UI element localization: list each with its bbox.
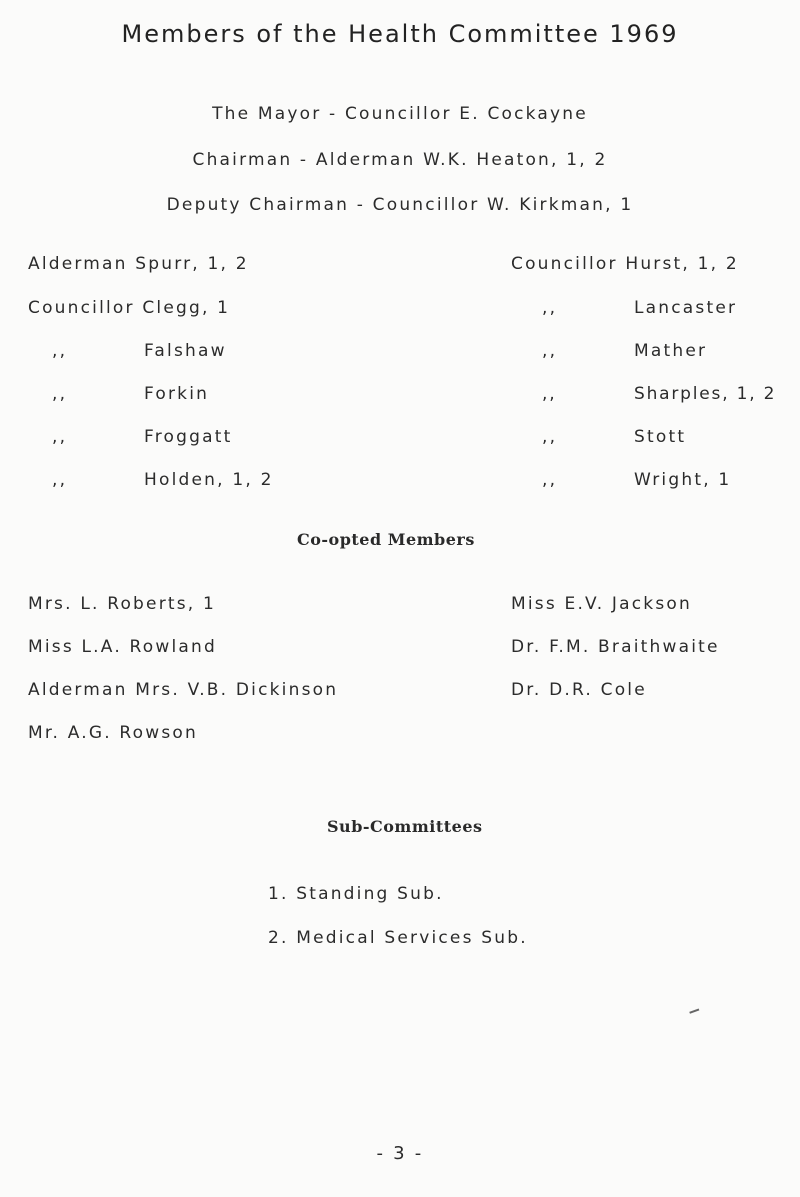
member-left-5 (50, 427, 233, 447)
coopted-left-3: Alderman Mrs. V.B. Dickinson (28, 680, 339, 700)
ditto-mark: ,, (52, 470, 68, 490)
member-left-2: Councillor Clegg, 1 (28, 298, 231, 318)
subcommittee-1: 1. Standing Sub. (268, 884, 444, 904)
member-right-1: Councillor Hurst, 1, 2 (511, 254, 739, 274)
stray-mark (689, 1008, 700, 1017)
member-name: Sharples, 1, 2 (634, 384, 777, 404)
member-name: Froggatt (144, 427, 233, 447)
member-name: Falshaw (144, 341, 227, 361)
ditto-mark: ,, (542, 427, 558, 447)
chairman-line: Chairman - Alderman W.K. Heaton, 1, 2 (192, 150, 608, 170)
subcommittee-2: 2. Medical Services Sub. (268, 928, 528, 948)
member-name: Forkin (144, 384, 210, 404)
ditto-mark: ,, (52, 384, 68, 404)
member-name: Wright, 1 (634, 470, 732, 490)
member-left-4 (50, 384, 209, 404)
member-left-6 (50, 470, 274, 490)
ditto-mark: ,, (52, 427, 68, 447)
mayor-line: The Mayor - Councillor E. Cockayne (212, 104, 588, 124)
ditto-mark: ,, (542, 298, 558, 318)
member-name: Holden, 1, 2 (144, 470, 274, 490)
coopted-left-2: Miss L.A. Rowland (28, 637, 217, 657)
coopted-left-4: Mr. A.G. Rowson (28, 723, 199, 743)
member-right-5 (540, 427, 686, 447)
coopted-heading: Co-opted Members (297, 530, 475, 549)
coopted-left-1: Mrs. L. Roberts, 1 (28, 594, 217, 614)
member-right-2 (540, 298, 737, 318)
ditto-mark: ,, (52, 341, 68, 361)
coopted-right-3: Dr. D.R. Cole (511, 680, 647, 700)
page-title: Members of the Health Committee 1969 (121, 20, 679, 48)
member-name: Stott (634, 427, 687, 447)
member-right-4 (540, 384, 776, 404)
member-name: Mather (634, 341, 708, 361)
ditto-mark: ,, (542, 384, 557, 404)
coopted-right-2: Dr. F.M. Braithwaite (511, 637, 720, 657)
member-right-3 (540, 341, 707, 361)
page-number: - 3 - (376, 1143, 424, 1164)
coopted-right-1: Miss E.V. Jackson (511, 594, 692, 614)
member-right-6 (540, 470, 731, 490)
member-name: Lancaster (634, 298, 738, 318)
ditto-mark: ,, (542, 341, 558, 361)
subcommittees-heading: Sub-Committees (327, 817, 483, 836)
deputy-chairman-line: Deputy Chairman - Councillor W. Kirkman, 1 (166, 195, 634, 215)
member-left-1: Alderman Spurr, 1, 2 (28, 254, 249, 274)
ditto-mark: ,, (542, 470, 558, 490)
member-left-3 (50, 341, 227, 361)
